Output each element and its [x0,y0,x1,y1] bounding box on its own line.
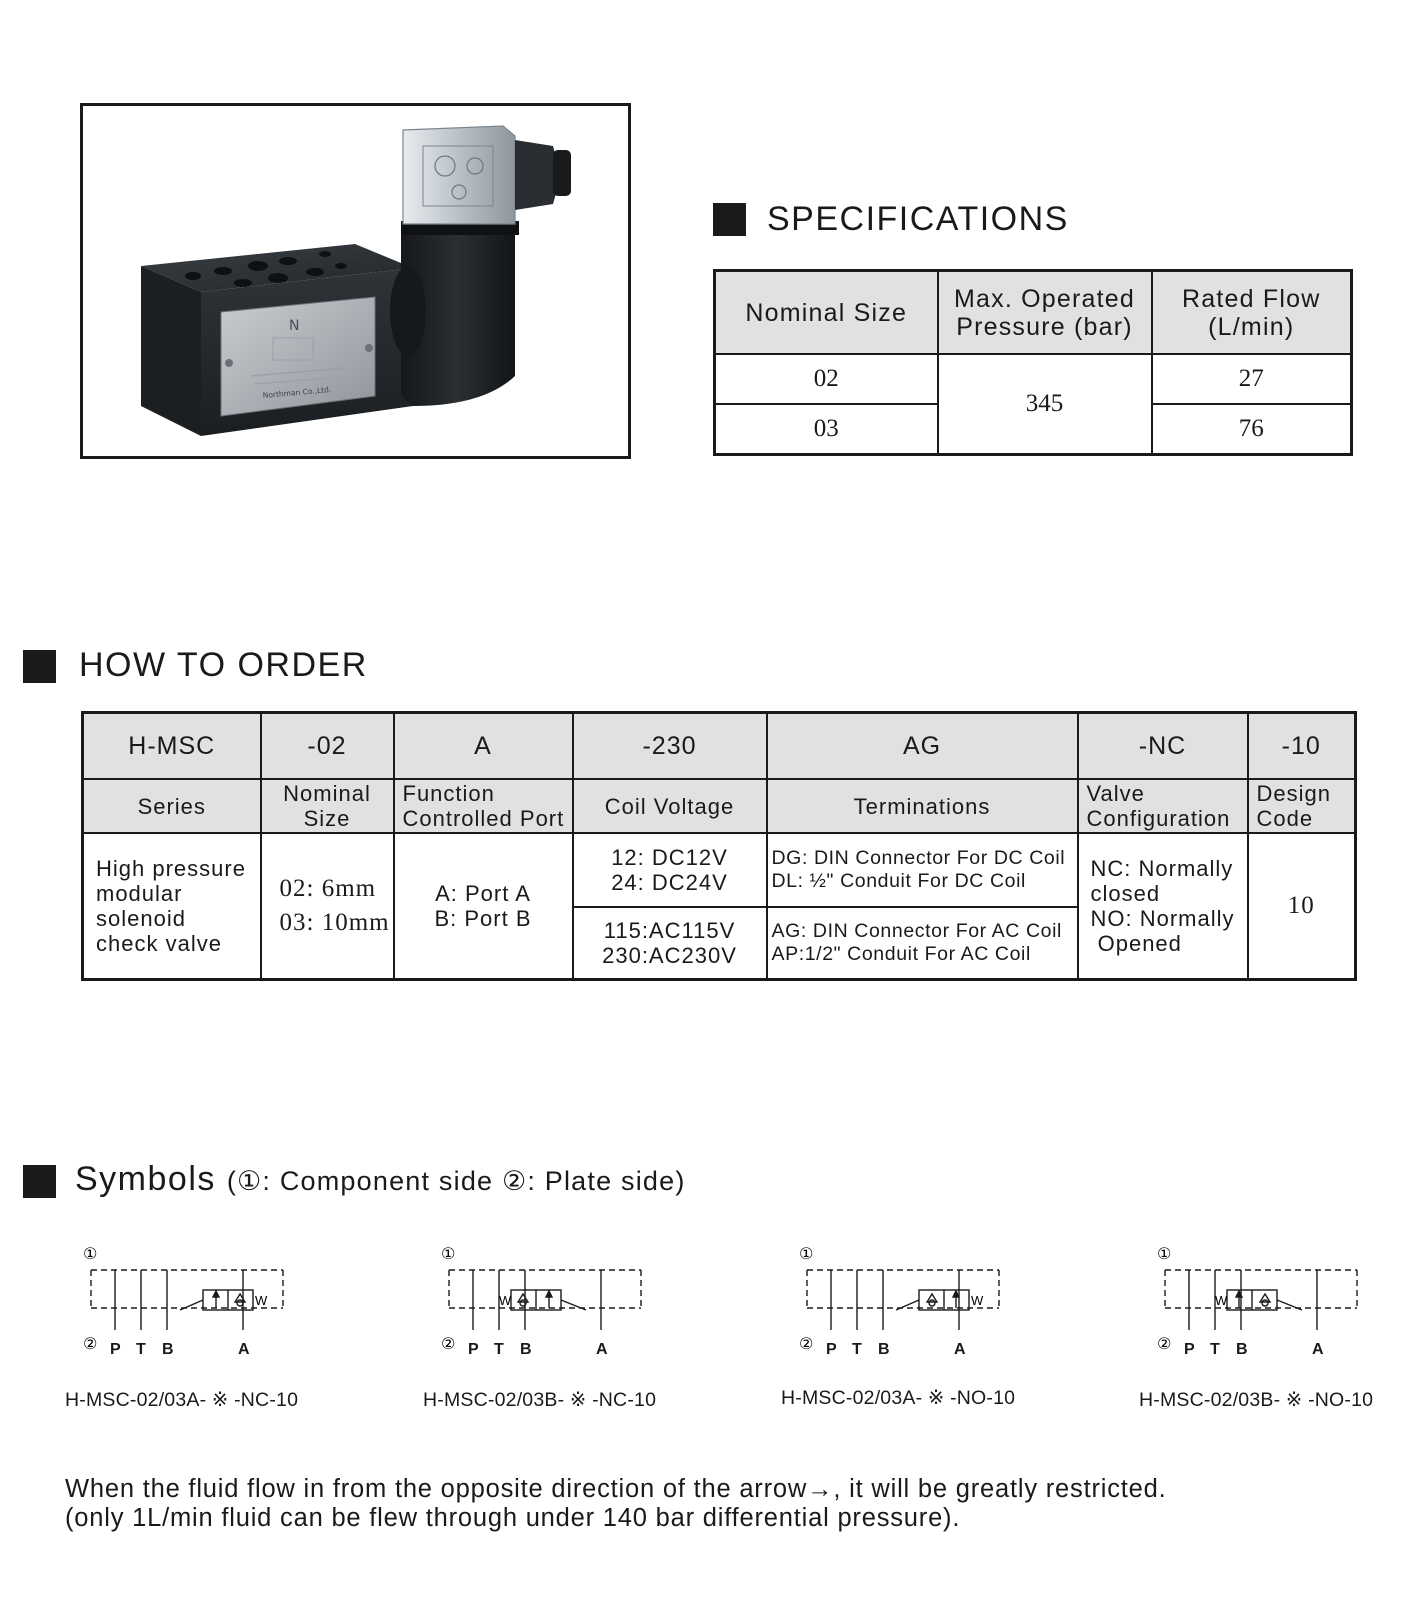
value-coil-dc [573,833,767,907]
value-line: closed [1090,880,1161,906]
symbols-title: Symbols [75,1160,216,1198]
symbol-caption: H-MSC-02/03A- ※ -NC-10 [65,1389,299,1411]
value-line: 12: DC12V [611,845,728,870]
value-terminations-dc [767,833,1078,907]
port-a-label: A [596,1341,608,1358]
label-line: Design [1256,781,1331,806]
flow-restriction-note [65,1475,1167,1533]
spec-cell-size: 02 [715,354,938,404]
value-line: DG: DIN Connector For DC Coil [771,847,1066,869]
value-line: AP:1/2" Conduit For AC Coil [771,942,1031,965]
value-function [394,833,573,979]
port-b-label: B [1236,1341,1248,1358]
label-series: Series [83,779,261,833]
value-line: Opened [1090,930,1182,956]
symbol-caption: H-MSC-02/03B- ※ -NO-10 [1139,1389,1374,1411]
port-t-label: T [494,1341,504,1358]
hydraulic-symbol-diagram [441,1245,731,1375]
value-terminations-ac [767,907,1078,979]
value-line: A: Port A [435,880,531,906]
spec-cell-pressure: 345 [938,354,1152,455]
symbol-a-nc [65,1245,373,1415]
hydraulic-symbol-diagram [83,1245,373,1375]
component-side-mark: ① [799,1245,814,1263]
nameplate-maker-text: Northman Co.,Ltd. [262,385,332,400]
spring-label: W [971,1293,984,1308]
port-t-label: T [852,1341,862,1358]
how-to-order-heading-square [23,650,56,683]
specifications-heading: SPECIFICATIONS [767,200,1069,238]
value-design-code: 10 [1248,833,1356,979]
symbols-heading-square [23,1165,56,1198]
spec-header-flow: Rated Flow (L/min) [1152,271,1352,355]
label-design-code [1248,779,1356,833]
value-series [83,833,261,979]
label-line: Configuration [1086,806,1231,831]
component-side-mark: ① [83,1245,98,1263]
label-nominal-size [261,779,394,833]
value-valve-config [1078,833,1248,979]
symbol-b-no [1139,1245,1420,1415]
port-p-label: P [826,1341,837,1358]
plate-side-mark: ② [799,1334,814,1353]
code-series: H-MSC [83,713,261,780]
code-coil-voltage: -230 [573,713,767,780]
port-a-label: A [954,1341,966,1358]
specifications-heading-square [713,203,746,236]
code-valve-config: -NC [1078,713,1248,780]
port-t-label: T [1210,1341,1220,1358]
port-b-label: B [520,1341,532,1358]
component-side-mark: ① [1157,1245,1172,1263]
spec-cell-flow: 76 [1152,404,1352,455]
specifications-table [713,269,1353,456]
code-nominal-size: -02 [261,713,394,780]
hydraulic-symbol-diagram [799,1245,1089,1375]
symbol-a-no [781,1245,1089,1415]
component-side-mark: ① [441,1245,456,1263]
label-line: Valve [1086,781,1145,806]
port-a-label: A [238,1341,250,1358]
label-function [394,779,573,833]
code-function: A [394,713,573,780]
note-line: (only 1L/min fluid can be flew through under 140 bar differential pressure). [65,1504,961,1532]
value-line: 115:AC115V [603,917,736,943]
port-a-label: A [1312,1341,1324,1358]
plate-side-mark: ② [1157,1334,1172,1353]
plate-side-mark: ② [83,1334,98,1353]
symbols-side-legend: (①: Component side ②: Plate side) [226,1166,686,1196]
label-terminations: Terminations [767,779,1078,833]
spring-label: W [1215,1293,1228,1308]
value-line: DL: ½" Conduit For DC Coil [771,870,1026,892]
symbols-heading [75,1160,686,1199]
svg-text:N: N [289,318,300,334]
symbol-caption: H-MSC-02/03B- ※ -NC-10 [423,1389,657,1411]
value-coil-ac [573,907,767,979]
product-photo [80,103,631,459]
label-line: Size [303,806,351,831]
value-line: NO: Normally [1090,905,1235,931]
port-b-label: B [162,1341,174,1358]
code-terminations: AG [767,713,1078,780]
value-line: solenoid [96,905,186,931]
port-p-label: P [1184,1341,1195,1358]
value-nominal-size [261,833,394,979]
port-p-label: P [110,1341,121,1358]
value-line: 02: 6mm [279,874,377,902]
label-line: Controlled Port [402,806,565,831]
spec-cell-size: 03 [715,404,938,455]
how-to-order-heading: HOW TO ORDER [79,646,368,684]
value-line: B: Port B [434,905,532,931]
value-line: check valve [96,930,222,956]
code-design: -10 [1248,713,1356,780]
label-coil-voltage: Coil Voltage [573,779,767,833]
label-line: Function [402,781,495,806]
label-valve-config [1078,779,1248,833]
value-line: modular [96,880,183,906]
label-line: Nominal [283,781,371,806]
note-line: When the fluid flow in from the opposite direction of the arrow→, it will be greatly restricted. [65,1475,1167,1503]
value-line: High pressure [96,855,246,881]
valve-illustration [83,106,628,456]
order-label-row [83,779,1356,833]
plate-side-mark: ② [441,1334,456,1353]
order-value-row [83,833,1356,907]
label-line: Code [1256,806,1314,831]
spring-label: W [499,1293,512,1308]
symbol-b-nc [423,1245,731,1415]
hydraulic-symbol-diagram [1157,1245,1420,1375]
spec-header-pressure: Max. Operated Pressure (bar) [938,271,1152,355]
port-t-label: T [136,1341,146,1358]
value-line: 24: DC24V [611,870,728,895]
spec-cell-flow: 27 [1152,354,1352,404]
value-line: 230:AC230V [602,942,737,968]
port-b-label: B [878,1341,890,1358]
value-line: 03: 10mm [279,908,390,936]
value-line: AG: DIN Connector For AC Coil [771,919,1062,942]
order-code-row [83,713,1356,780]
value-line: NC: Normally [1090,855,1234,881]
spec-header-nominal-size: Nominal Size [715,271,938,355]
spring-label: W [255,1293,268,1308]
spec-header-row [715,271,1352,355]
how-to-order-table [81,711,1357,981]
port-p-label: P [468,1341,479,1358]
symbol-caption: H-MSC-02/03A- ※ -NO-10 [781,1387,1016,1409]
spec-row [715,354,1352,404]
